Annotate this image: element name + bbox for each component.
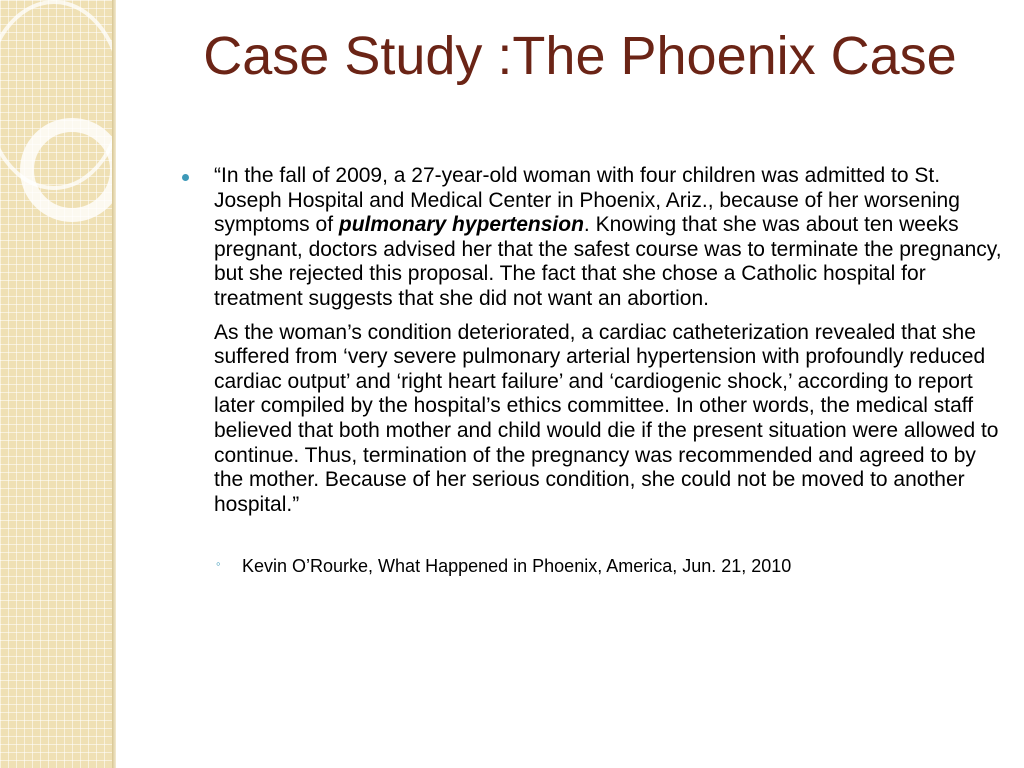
sub-bullet-icon: ◦ <box>216 556 221 572</box>
paragraph-text: . Knowing that she was about ten weeks pregnant, doctors advised her that the safest course was to terminate the pregnancy, but she rejected this proposal. The fact that she chose a Catholic hospital for treatment suggests that she did not want an abortion. <box>214 213 1002 310</box>
decorative-ring <box>20 118 112 222</box>
paragraph-text: “In the fall of 2009, a 27-year-old woman with four children was admitted to St. Joseph Hospital and Medical Center in Phoenix, Ariz., because of her worsening symptoms of <box>214 164 960 237</box>
slide-body <box>182 164 1002 577</box>
sub-bullet-item <box>182 555 1002 577</box>
slide-title: Case Study :The Phoenix Case <box>203 26 957 86</box>
emphasized-term: pulmonary hypertension <box>338 213 584 237</box>
citation: Kevin O’Rourke, What Happened in Phoenix, America, Jun. 21, 2010 <box>242 556 792 577</box>
quote-paragraph-2: As the woman’s condition deteriorated, a cardiac catheterization revealed that she suffered from ‘very severe pulmonary arterial hypertension with profoundly reduced cardiac output’ and ‘right heart failure’ and ‘cardiogenic shock,’ according to report later compiled by the hospital’s ethics committee. In other words, the medical staff believed that both mother and child would die if the present situation were allowed to continue. Thus, termination of the pregnancy was recommended and agreed to by the mother. Because of her serious condition, she could not be moved to another hospital.” <box>214 320 999 516</box>
side-panel-edge <box>112 0 116 768</box>
bullet-icon <box>182 174 189 181</box>
quote-paragraph-1 <box>214 164 1002 312</box>
decorative-side-panel <box>0 0 112 768</box>
bullet-item <box>182 164 1002 517</box>
